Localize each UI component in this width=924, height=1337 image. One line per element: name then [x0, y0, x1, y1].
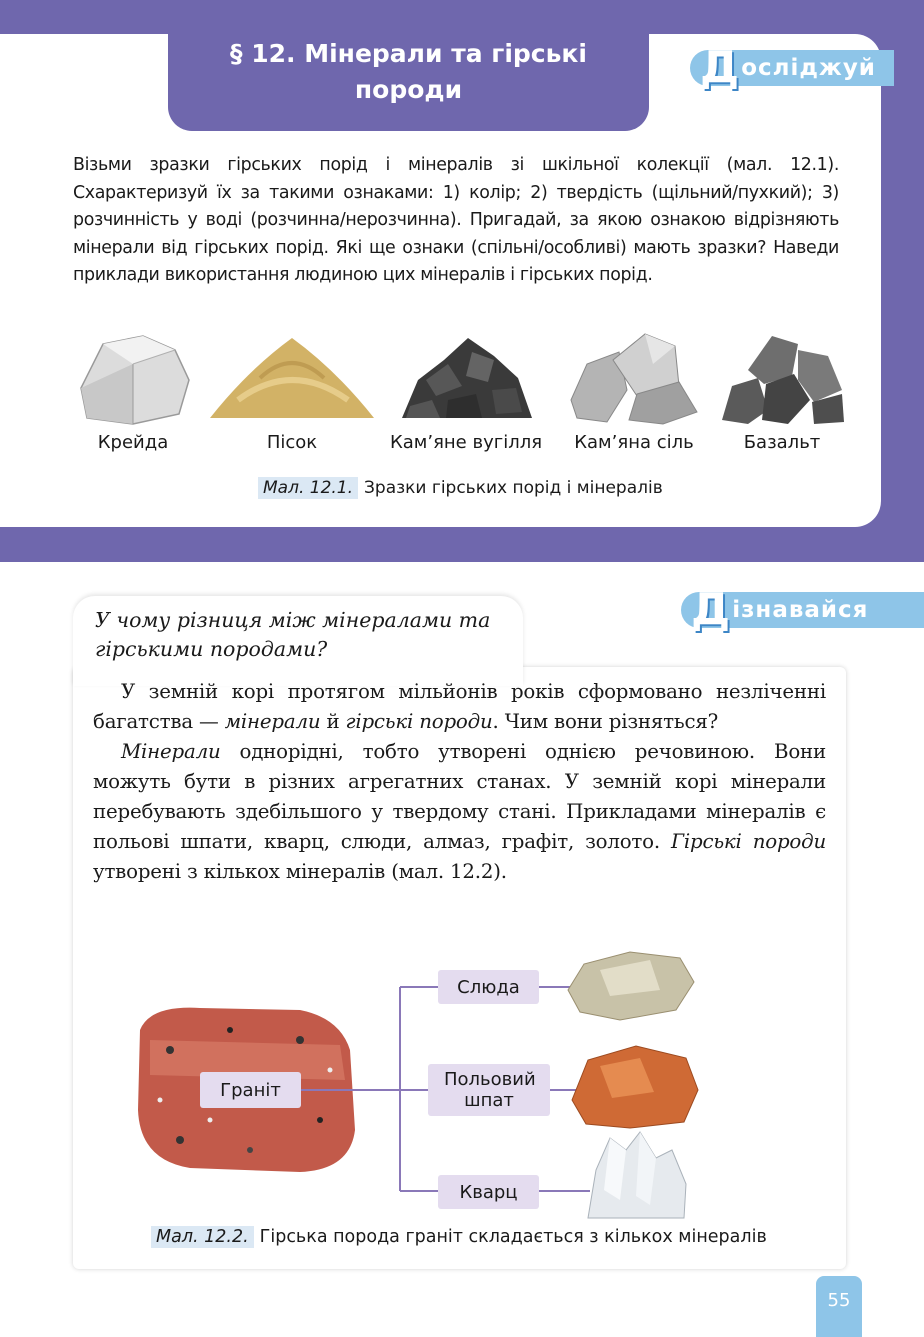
- figure-ref: Мал. 12.1.: [258, 477, 358, 499]
- specimen-label: Кам’яне вугілля: [389, 432, 543, 453]
- section-question: У чому різниця між мінералами та гірськими породами?: [95, 608, 491, 661]
- mineral-label-mica: Слюда: [438, 970, 539, 1004]
- specimen-label: Базальт: [743, 432, 821, 453]
- task-text: Візьми зразки гірських порід і мінералів зі шкільної колекції (мал. 12.1). Схарактеризуй їх за такими ознаками: 1) колір; 2) твердість (щільний/пухкий); 3) розчинність у воді (розчинна/нерозчинна). Пригадай, за якою ознакою відрізняють мінерали від гірських порід. Які ще ознаки (спільні/особливі) мають зразки? Наведи приклади використання людиною цих мінералів і гірських порід.: [73, 155, 839, 285]
- specimen-label: Кам’яна сіль: [574, 432, 694, 453]
- mica-image: [568, 952, 694, 1020]
- term-minerals: Мінерали: [121, 740, 221, 763]
- explore-badge-initial: Д: [700, 42, 741, 93]
- quartz-image: [588, 1132, 686, 1218]
- term-rocks: гірські породи: [345, 710, 493, 733]
- figure-caption-text: Зразки гірських порід і мінералів: [364, 478, 663, 498]
- figure-ref: Мал. 12.2.: [151, 1226, 254, 1248]
- rock-label-granite: Граніт: [200, 1072, 301, 1108]
- paragraph-1: У земній корі протягом мільйонів років сформовано незліченні багатства — мінерали й гірські породи. Чим вони різняться?: [93, 680, 826, 733]
- figure-caption-12-2: [151, 1227, 767, 1247]
- paragraph-2: Мінерали однорідні, тобто утворені однією речовиною. Вони можуть бути в різних агрегатних станах. У земній корі мінерали перебувають здебільшого у твердому стані. Прикладами мінералів є польові шпати, кварц, слюди, алмаз, графіт, золото. Гірські породи утворені з кількох мінералів (мал. 12.2).: [93, 740, 826, 883]
- specimen-label: Крейда: [97, 432, 169, 453]
- specimen-label: Пісок: [266, 432, 318, 453]
- learn-badge-label: ізнавайся: [732, 597, 869, 623]
- term-rocks: Гірські породи: [671, 830, 826, 853]
- figure-caption-text: Гірська порода граніт складається з кількох мінералів: [259, 1227, 767, 1247]
- section-title: § 12. Мінерали та гірські породи: [168, 22, 649, 131]
- term-minerals: мінерали: [224, 710, 321, 733]
- page-number: 55: [816, 1276, 862, 1337]
- mineral-label-feldspar: Польовий шпат: [428, 1064, 550, 1116]
- mineral-label-quartz: Кварц: [438, 1175, 539, 1209]
- feldspar-image: [572, 1046, 698, 1128]
- explore-badge-label: ослiджуй: [741, 55, 876, 81]
- learn-badge-initial: Д: [691, 584, 732, 635]
